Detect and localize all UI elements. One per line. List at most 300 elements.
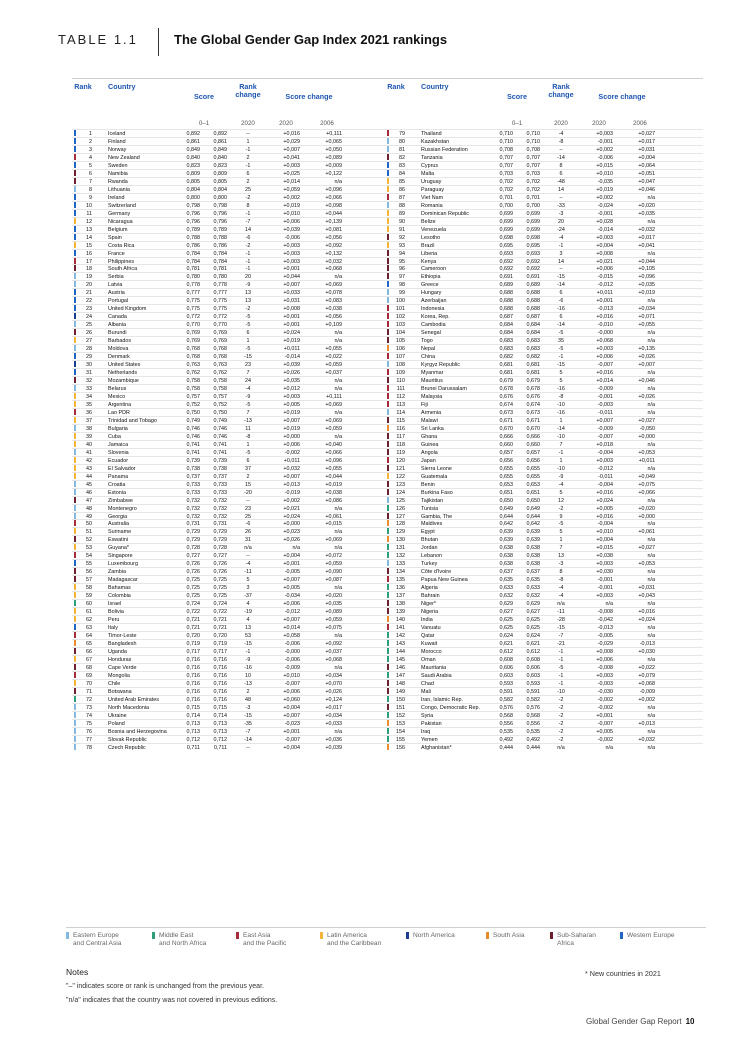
legend-item <box>152 932 206 948</box>
region-marker <box>74 194 76 200</box>
rank-cell: 102 <box>396 314 405 321</box>
country-cell: Namibia <box>108 170 128 177</box>
table-row <box>72 384 390 392</box>
country-cell: Colombia <box>108 593 131 600</box>
region-marker <box>74 218 76 224</box>
country-cell: Poland <box>108 720 125 727</box>
score-cell: 0,707 <box>526 154 540 161</box>
rank-change-cell: 1 <box>559 417 563 424</box>
rank-change-cell: -1 <box>245 648 251 655</box>
score-change-2020-cell: -0,000 <box>284 648 300 655</box>
score-change-2006-cell: +0,055 <box>325 346 342 353</box>
region-marker <box>74 369 76 375</box>
score-change-2006-cell: +0,033 <box>325 720 342 727</box>
score-change-2020-cell: -0,003 <box>597 680 613 687</box>
score-cell: 0,632 <box>526 593 540 600</box>
score-change-2006-cell: +0,017 <box>325 704 342 711</box>
score-bar-cell: 0,732 <box>186 513 200 520</box>
score-change-2020-cell: +0,006 <box>283 601 300 608</box>
score-change-2006-cell: +0,026 <box>638 393 655 400</box>
rank-cell: 20 <box>86 282 92 289</box>
score-change-2006-cell: +0,044 <box>638 258 655 265</box>
score-bar-cell: 0,650 <box>499 497 513 504</box>
rank-cell: 67 <box>86 656 92 663</box>
region-marker <box>74 138 76 144</box>
score-change-2020-cell: -0,002 <box>284 449 300 456</box>
rank-change-cell: -7 <box>245 728 251 735</box>
table-row <box>385 233 703 241</box>
score-cell: 0,768 <box>213 354 227 361</box>
table-row <box>385 424 703 432</box>
score-change-2006-cell: +0,111 <box>326 393 342 400</box>
score-bar-cell: 0,788 <box>186 234 200 241</box>
table-row <box>385 456 703 464</box>
score-change-2020-cell: +0,005 <box>283 585 300 592</box>
region-marker <box>387 536 389 542</box>
rank-cell: 97 <box>399 274 405 281</box>
score-bar-cell: 0,576 <box>499 704 513 711</box>
country-cell: Korea, Rep. <box>421 314 450 321</box>
rank-change-cell: -9 <box>245 393 251 400</box>
rank-cell: 1 <box>89 131 92 137</box>
table-row <box>385 496 703 504</box>
rank-cell: 149 <box>396 688 405 695</box>
rank-change-cell: -1 <box>245 162 251 169</box>
score-change-2020-cell: -0,001 <box>597 138 613 145</box>
rank-change-cell: -13 <box>244 680 252 687</box>
score-change-2020-cell: -0,015 <box>597 274 613 281</box>
rank-cell: 115 <box>396 417 405 424</box>
score-cell: 0,849 <box>213 146 227 153</box>
score-cell: 0,724 <box>213 601 227 608</box>
rank-change-cell: -1 <box>245 146 251 153</box>
rank-change-cell: -21 <box>557 641 565 647</box>
score-change-2020-cell: +0,007 <box>283 417 300 424</box>
region-marker <box>387 457 389 463</box>
score-cell: 0,800 <box>213 194 227 201</box>
score-cell: 0,715 <box>213 704 227 711</box>
rank-cell: 53 <box>86 545 92 552</box>
score-bar-cell: 0,725 <box>186 585 200 592</box>
legend-label-line: and the Pacific <box>243 940 287 947</box>
score-change-2020-cell: +0,019 <box>283 425 300 432</box>
score-change-2020-cell: +0,013 <box>283 481 300 488</box>
rank-cell: 66 <box>86 648 92 655</box>
score-bar-cell: 0,638 <box>499 545 513 552</box>
country-cell: Niger* <box>421 601 436 608</box>
table-row <box>72 599 390 607</box>
score-bar-cell: 0,775 <box>186 306 200 313</box>
rank-change-cell: -2 <box>558 712 564 719</box>
score-change-2006-cell: +0,066 <box>638 489 655 496</box>
score-bar-cell: 0,712 <box>186 736 200 743</box>
score-change-2020-cell: +0,004 <box>283 704 300 711</box>
score-bar-cell: 0,739 <box>186 457 200 464</box>
score-bar-cell: 0,805 <box>186 178 200 185</box>
score-bar-cell: 0,737 <box>186 473 200 480</box>
score-change-2006-cell: +0,071 <box>638 314 655 321</box>
region-marker <box>74 393 76 399</box>
country-cell: Indonesia <box>421 306 445 313</box>
score-cell: 0,762 <box>213 370 227 377</box>
table-row <box>385 543 703 551</box>
table-row <box>385 631 703 639</box>
rank-change-cell: 15 <box>245 481 251 488</box>
score-change-2006-cell: +0,059 <box>325 561 342 568</box>
rank-cell: 23 <box>86 306 92 313</box>
score-change-2020-cell: -0,007 <box>284 680 300 687</box>
score-change-2020-cell: +0,002 <box>596 194 613 201</box>
score-change-2020-cell: -0,008 <box>597 609 613 616</box>
score-change-2006-cell: +0,026 <box>325 688 342 695</box>
rank-change-cell: 6 <box>559 170 563 177</box>
region-marker <box>387 465 389 471</box>
score-cell: 0,720 <box>213 633 227 640</box>
region-marker <box>387 361 389 367</box>
rank-cell: 94 <box>399 250 405 257</box>
rank-cell: 77 <box>86 736 92 743</box>
score-bar-cell: 0,556 <box>499 720 513 727</box>
table-row <box>385 320 703 328</box>
table-row <box>385 695 703 703</box>
score-bar-cell: 0,728 <box>186 545 200 552</box>
score-cell: 0,733 <box>213 481 227 488</box>
region-marker <box>74 345 76 351</box>
score-cell: 0,716 <box>213 656 227 663</box>
region-marker <box>387 146 389 152</box>
score-change-2006-cell: +0,046 <box>638 186 655 193</box>
rank-cell: 64 <box>86 633 92 640</box>
score-bar-cell: 0,721 <box>186 625 200 632</box>
score-cell: 0,639 <box>526 529 540 536</box>
score-change-2020-cell: +0,003 <box>596 561 613 568</box>
score-cell: 0,727 <box>213 553 227 560</box>
region-marker <box>74 289 76 295</box>
score-bar-cell: 0,708 <box>499 146 513 153</box>
score-change-2006-cell: +0,002 <box>638 696 655 703</box>
score-change-2020-cell: -0,006 <box>284 234 300 241</box>
score-change-2020-cell: +0,000 <box>283 433 300 440</box>
country-cell: El Salvador <box>108 465 136 472</box>
rank-cell: 100 <box>396 298 405 305</box>
legend-swatch <box>550 932 553 939</box>
table-row <box>72 663 390 671</box>
table-row <box>72 328 390 336</box>
rank-cell: 132 <box>396 553 405 560</box>
rank-cell: 21 <box>86 290 92 297</box>
score-change-2006-cell: +0,068 <box>325 266 342 273</box>
table-number: TABLE 1.1 <box>58 32 138 47</box>
score-bar-cell: 0,629 <box>499 601 513 608</box>
rank-cell: 49 <box>86 513 92 520</box>
region-marker <box>387 226 389 232</box>
rank-cell: 45 <box>86 481 92 488</box>
region-marker <box>74 297 76 303</box>
legend-label-line: and North Africa <box>159 940 207 947</box>
rank-cell: 26 <box>86 330 92 337</box>
table-row <box>72 209 390 217</box>
rank-change-cell: 48 <box>245 696 251 703</box>
rank-change-cell: 20 <box>245 274 251 281</box>
table-row <box>72 153 390 161</box>
rank-change-cell: -1 <box>558 648 564 655</box>
region-marker <box>74 417 76 423</box>
score-change-2020-cell: -0,007 <box>597 433 613 440</box>
score-bar-cell: 0,642 <box>499 521 513 528</box>
score-cell: 0,674 <box>526 401 540 408</box>
table-row <box>72 201 390 209</box>
region-marker <box>74 536 76 542</box>
rank-cell: 39 <box>86 433 92 440</box>
score-change-2020-cell: -0,009 <box>284 664 300 671</box>
rank-cell: 58 <box>86 585 92 592</box>
country-cell: Suriname <box>108 529 132 536</box>
rank-change-cell: 10 <box>245 672 251 679</box>
score-change-2020-cell: +0,016 <box>283 131 300 137</box>
region-marker <box>387 473 389 479</box>
score-cell: 0,703 <box>526 170 540 177</box>
score-change-2006-cell: n/a <box>647 577 655 584</box>
rank-change-cell: -1 <box>245 258 251 265</box>
score-change-2006-cell: n/a <box>647 625 655 632</box>
rank-cell: 141 <box>396 625 405 632</box>
legend-item <box>550 932 596 948</box>
score-change-2006-cell: +0,037 <box>325 370 342 377</box>
score-change-2006-cell: +0,009 <box>325 162 342 169</box>
column-header-rank: Rank <box>74 82 92 91</box>
score-cell: 0,692 <box>526 266 540 273</box>
table-row <box>72 527 390 535</box>
rank-cell: 17 <box>86 258 92 265</box>
score-change-2020-cell: +0,007 <box>283 282 300 289</box>
region-marker <box>387 265 389 271</box>
region-marker <box>387 250 389 256</box>
table-row <box>385 416 703 424</box>
score-cell: 0,728 <box>213 545 227 552</box>
score-bar-cell: 0,804 <box>186 186 200 193</box>
table-row <box>72 480 390 488</box>
table-row <box>385 161 703 169</box>
country-cell: South Africa <box>108 266 138 273</box>
rank-change-cell: -3 <box>558 210 564 217</box>
country-cell: Brazil <box>421 242 435 249</box>
rank-change-cell: 31 <box>245 537 251 544</box>
score-change-2006-cell: +0,132 <box>325 250 342 257</box>
region-marker <box>387 441 389 447</box>
score-change-2020-cell: +0,005 <box>596 505 613 512</box>
region-marker <box>387 648 389 654</box>
country-cell: Burkina Faso <box>421 489 453 496</box>
rank-change-cell: -15 <box>244 354 252 361</box>
rank-change-cell: 13 <box>245 290 251 297</box>
score-bar-cell: 0,768 <box>186 354 200 361</box>
score-cell: 0,861 <box>213 138 227 145</box>
score-change-2006-cell: +0,019 <box>325 481 342 488</box>
table-row <box>385 241 703 249</box>
score-cell: 0,738 <box>213 465 227 472</box>
table-row <box>72 591 390 599</box>
score-cell: 0,788 <box>213 234 227 241</box>
rank-change-cell: -2 <box>558 736 564 743</box>
score-cell: 0,784 <box>213 250 227 257</box>
rank-change-cell: -24 <box>557 226 565 233</box>
rank-cell: 28 <box>86 346 92 353</box>
score-change-2006-cell: +0,096 <box>325 457 342 464</box>
score-change-2020-cell: +0,041 <box>283 154 300 161</box>
country-cell: United Arab Emirates <box>108 696 159 703</box>
rank-cell: 95 <box>399 258 405 265</box>
score-cell: 0,733 <box>213 489 227 496</box>
score-change-2006-label: 2006 <box>633 120 647 127</box>
rank-cell: 7 <box>89 178 92 185</box>
region-marker <box>387 305 389 311</box>
country-cell: Romania <box>421 202 443 209</box>
score-cell: 0,656 <box>526 457 540 464</box>
rank-cell: 85 <box>399 178 405 185</box>
rank-change-cell: -9 <box>245 282 251 289</box>
score-change-2020-cell: +0,005 <box>596 728 613 735</box>
score-change-2006-cell: +0,069 <box>325 417 342 424</box>
score-change-2006-cell: +0,135 <box>638 346 655 353</box>
table-row <box>72 567 390 575</box>
rank-cell: 29 <box>86 354 92 361</box>
region-marker <box>74 497 76 503</box>
score-bar-cell: 0,789 <box>186 226 200 233</box>
region-marker <box>74 425 76 431</box>
region-marker <box>74 178 76 184</box>
score-change-2020-cell: +0,008 <box>283 306 300 313</box>
region-marker <box>74 688 76 694</box>
score-change-2020-cell: +0,010 <box>596 529 613 536</box>
score-bar-cell: 0,725 <box>186 577 200 584</box>
table-row <box>72 727 390 735</box>
score-change-2020-cell: -0,002 <box>597 704 613 711</box>
table-row <box>385 687 703 695</box>
region-marker <box>74 528 76 534</box>
rank-change-cell: 1 <box>559 537 563 544</box>
score-change-2020-cell: +0,004 <box>283 744 300 751</box>
region-marker <box>387 624 389 630</box>
score-bar-cell: 0,713 <box>186 720 200 727</box>
rank-cell: 118 <box>396 441 405 448</box>
country-cell: Angola <box>421 449 438 456</box>
column-header-rank-change: Rank change <box>548 82 574 99</box>
column-header-country: Country <box>108 82 136 91</box>
table-row <box>385 201 703 209</box>
table-row <box>72 193 390 201</box>
score-change-2020-cell: +0,004 <box>283 553 300 560</box>
country-cell: Philippines <box>108 258 135 265</box>
rank-change-cell: 1 <box>246 441 250 448</box>
country-cell: Brunei Darussalam <box>421 386 467 392</box>
table-row <box>72 719 390 727</box>
score-change-2020-cell: +0,026 <box>283 370 300 377</box>
score-change-2006-cell: n/a <box>647 250 655 257</box>
score-cell: 0,556 <box>526 720 540 727</box>
score-range-label: 0–1 <box>198 120 210 127</box>
score-change-2020-cell: -0,004 <box>597 449 613 456</box>
score-change-2020-cell: -0,007 <box>597 362 613 369</box>
table-row <box>72 735 390 743</box>
table-row <box>72 711 390 719</box>
score-bar-cell: 0,655 <box>499 473 513 480</box>
score-bar-cell: 0,778 <box>186 282 200 289</box>
table-row <box>385 432 703 440</box>
table-row <box>72 607 390 615</box>
region-marker <box>387 513 389 519</box>
rank-cell: 135 <box>396 577 405 584</box>
region-marker <box>74 648 76 654</box>
rank-change-cell: -3 <box>245 704 251 711</box>
country-cell: Cameroon <box>421 266 447 273</box>
table-row <box>385 185 703 193</box>
region-marker <box>74 481 76 487</box>
region-marker <box>74 457 76 463</box>
region-marker <box>387 616 389 622</box>
score-cell: 0,769 <box>213 338 227 345</box>
score-cell: 0,444 <box>526 744 540 751</box>
country-cell: Mauritania <box>421 664 447 671</box>
score-bar-cell: 0,679 <box>499 378 513 385</box>
rank-cell: 83 <box>399 162 405 169</box>
rank-change-cell: 5 <box>559 370 563 377</box>
rank-change-cell: -1 <box>558 354 564 361</box>
region-marker <box>387 449 389 455</box>
score-change-2006-cell: +0,035 <box>638 282 655 289</box>
country-cell: Gambia, The <box>421 513 453 520</box>
table-row <box>385 288 703 296</box>
score-change-2006-cell: +0,046 <box>638 378 655 385</box>
score-change-2020-cell: +0,007 <box>283 712 300 719</box>
rank-change-year-label: 2020 <box>554 120 568 127</box>
score-change-2020-cell: +0,001 <box>283 314 300 321</box>
rank-change-cell: -2 <box>245 242 251 249</box>
score-change-2020-cell: n/a <box>292 545 300 552</box>
score-cell: 0,582 <box>526 696 540 703</box>
score-change-2020-cell: +0,001 <box>283 728 300 735</box>
score-change-2020-cell: +0,021 <box>283 505 300 512</box>
table-row <box>72 448 390 456</box>
score-change-2006-cell: +0,098 <box>325 202 342 209</box>
rank-change-cell: -4 <box>558 593 564 600</box>
country-cell: Canada <box>108 314 127 321</box>
table-row <box>385 193 703 201</box>
score-change-2006-cell: +0,070 <box>325 680 342 687</box>
table-row <box>385 400 703 408</box>
country-cell: Albania <box>108 322 126 329</box>
rank-change-cell: -8 <box>558 393 564 400</box>
table-row <box>72 233 390 241</box>
rank-cell: 41 <box>86 449 92 456</box>
score-cell: 0,781 <box>213 266 227 273</box>
legend-label-line: Eastern Europe <box>73 932 119 939</box>
score-change-2020-cell: -0,029 <box>597 641 613 647</box>
country-cell: Spain <box>108 234 122 241</box>
region-marker <box>387 568 389 574</box>
score-change-2020-cell: +0,002 <box>283 194 300 201</box>
score-change-2020-cell: -0,030 <box>597 688 613 695</box>
score-change-2006-cell: +0,072 <box>325 553 342 560</box>
table-row <box>385 360 703 368</box>
score-change-2006-cell: n/a <box>647 409 655 416</box>
rank-cell: 107 <box>396 354 405 361</box>
score-change-2006-cell: +0,022 <box>325 354 342 361</box>
table-row <box>72 336 390 344</box>
country-cell: Ghana <box>421 433 438 440</box>
score-bar-cell: 0,784 <box>186 258 200 265</box>
rank-change-cell: 3 <box>246 585 250 592</box>
score-change-2006-cell: +0,038 <box>325 306 342 313</box>
